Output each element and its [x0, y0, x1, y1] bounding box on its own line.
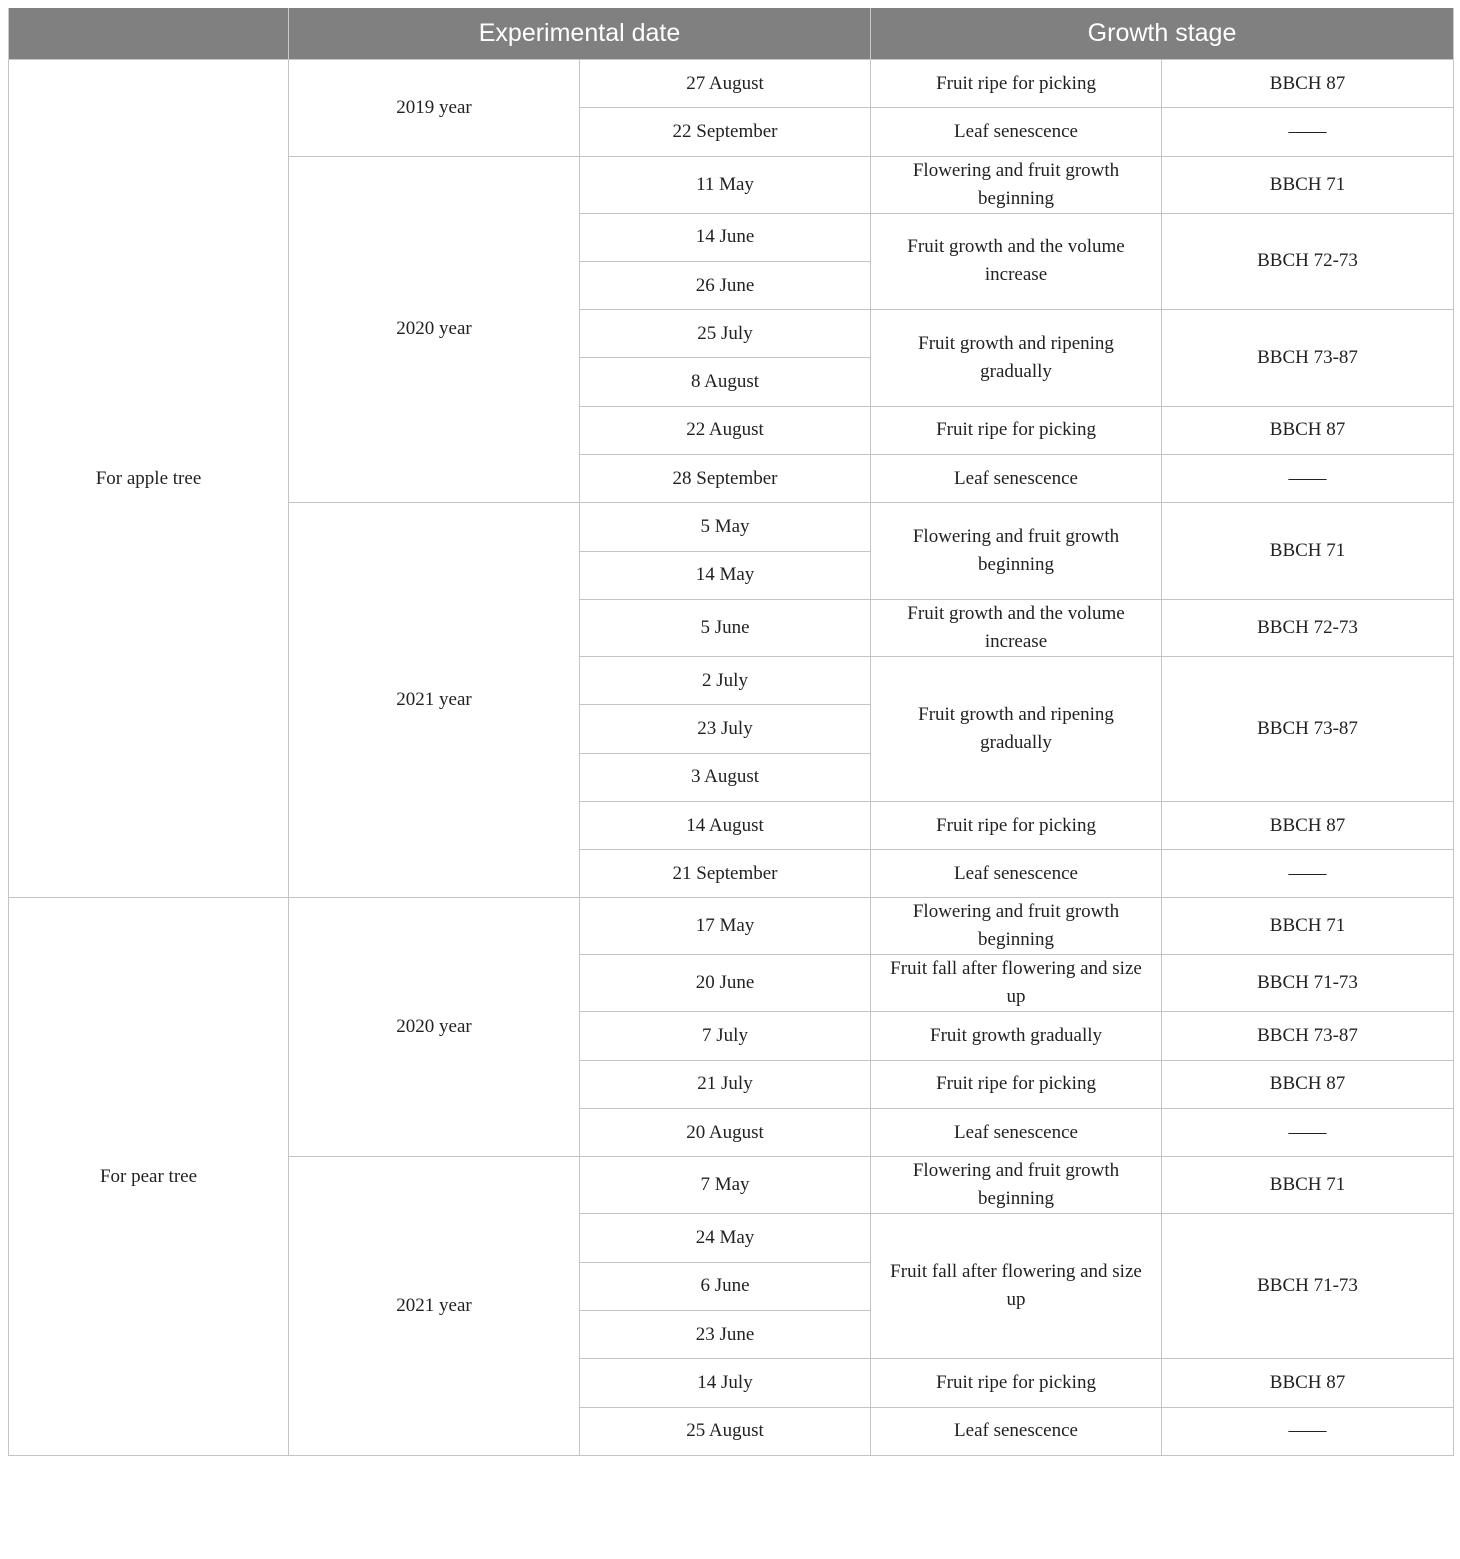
table-body — [9, 60, 1454, 1456]
date-cell: 25 August — [580, 1407, 871, 1455]
date-cell: 27 August — [580, 60, 871, 108]
growth-stage-cell: Fruit growth and ripening gradually — [871, 310, 1162, 407]
date-cell: 7 July — [580, 1012, 871, 1060]
year-cell: 2021 year — [289, 503, 580, 898]
bbch-code-cell: BBCH 71-73 — [1162, 955, 1454, 1012]
growth-stage-cell: Fruit ripe for picking — [871, 1359, 1162, 1407]
growth-stage-cell: Fruit ripe for picking — [871, 406, 1162, 454]
header-growth-stage: Growth stage — [871, 8, 1454, 60]
bbch-code-cell: BBCH 87 — [1162, 1359, 1454, 1407]
growth-stage-cell: Fruit ripe for picking — [871, 60, 1162, 108]
year-cell: 2020 year — [289, 898, 580, 1157]
date-cell: 24 May — [580, 1214, 871, 1262]
date-cell: 14 July — [580, 1359, 871, 1407]
growth-stage-cell: Flowering and fruit growth beginning — [871, 503, 1162, 600]
bbch-code-cell: BBCH 72-73 — [1162, 213, 1454, 310]
bbch-code-cell: BBCH 71 — [1162, 156, 1454, 213]
date-cell: 14 May — [580, 551, 871, 599]
bbch-code-cell: —— — [1162, 455, 1454, 503]
year-cell: 2019 year — [289, 60, 580, 157]
year-cell: 2021 year — [289, 1157, 580, 1455]
growth-stage-cell: Fruit ripe for picking — [871, 801, 1162, 849]
table-row — [9, 60, 1454, 108]
bbch-code-cell: BBCH 73-87 — [1162, 656, 1454, 801]
date-cell: 21 September — [580, 850, 871, 898]
growth-stage-cell: Fruit fall after flowering and size up — [871, 1214, 1162, 1359]
growth-stage-cell: Fruit growth and the volume increase — [871, 213, 1162, 310]
header-row — [9, 8, 1454, 60]
bbch-code-cell: BBCH 73-87 — [1162, 310, 1454, 407]
date-cell: 8 August — [580, 358, 871, 406]
bbch-code-cell: BBCH 71 — [1162, 503, 1454, 600]
growth-stage-cell: Fruit growth and ripening gradually — [871, 656, 1162, 801]
date-cell: 2 July — [580, 656, 871, 704]
bbch-code-cell: —— — [1162, 1407, 1454, 1455]
table-row — [9, 898, 1454, 955]
growth-stage-cell: Flowering and fruit growth beginning — [871, 1157, 1162, 1214]
growth-stage-cell: Flowering and fruit growth beginning — [871, 898, 1162, 955]
header-experimental-date: Experimental date — [289, 8, 871, 60]
date-cell: 28 September — [580, 455, 871, 503]
bbch-code-cell: —— — [1162, 850, 1454, 898]
bbch-code-cell: BBCH 87 — [1162, 60, 1454, 108]
date-cell: 21 July — [580, 1060, 871, 1108]
growth-stage-cell: Flowering and fruit growth beginning — [871, 156, 1162, 213]
bbch-code-cell: BBCH 87 — [1162, 801, 1454, 849]
date-cell: 20 August — [580, 1109, 871, 1157]
growth-stage-table — [8, 8, 1454, 1456]
date-cell: 22 August — [580, 406, 871, 454]
growth-stage-cell: Leaf senescence — [871, 1407, 1162, 1455]
growth-stage-cell: Leaf senescence — [871, 108, 1162, 156]
growth-stage-cell: Fruit growth and the volume increase — [871, 599, 1162, 656]
bbch-code-cell: BBCH 71 — [1162, 898, 1454, 955]
bbch-code-cell: BBCH 87 — [1162, 1060, 1454, 1108]
date-cell: 17 May — [580, 898, 871, 955]
bbch-code-cell: —— — [1162, 1109, 1454, 1157]
date-cell: 23 July — [580, 705, 871, 753]
bbch-code-cell: BBCH 72-73 — [1162, 599, 1454, 656]
bbch-code-cell: —— — [1162, 108, 1454, 156]
bbch-code-cell: BBCH 87 — [1162, 406, 1454, 454]
tree-type-cell: For pear tree — [9, 898, 289, 1455]
header-blank — [9, 8, 289, 60]
tree-type-cell: For apple tree — [9, 60, 289, 898]
bbch-code-cell: BBCH 73-87 — [1162, 1012, 1454, 1060]
date-cell: 5 June — [580, 599, 871, 656]
date-cell: 14 August — [580, 801, 871, 849]
date-cell: 3 August — [580, 753, 871, 801]
date-cell: 14 June — [580, 213, 871, 261]
growth-stage-cell: Fruit growth gradually — [871, 1012, 1162, 1060]
date-cell: 26 June — [580, 261, 871, 309]
date-cell: 22 September — [580, 108, 871, 156]
bbch-code-cell: BBCH 71-73 — [1162, 1214, 1454, 1359]
date-cell: 20 June — [580, 955, 871, 1012]
growth-stage-cell: Leaf senescence — [871, 455, 1162, 503]
year-cell: 2020 year — [289, 156, 580, 503]
date-cell: 11 May — [580, 156, 871, 213]
date-cell: 6 June — [580, 1262, 871, 1310]
growth-stage-cell: Leaf senescence — [871, 850, 1162, 898]
date-cell: 5 May — [580, 503, 871, 551]
date-cell: 7 May — [580, 1157, 871, 1214]
growth-stage-cell: Fruit ripe for picking — [871, 1060, 1162, 1108]
growth-stage-cell: Leaf senescence — [871, 1109, 1162, 1157]
growth-stage-cell: Fruit fall after flowering and size up — [871, 955, 1162, 1012]
date-cell: 25 July — [580, 310, 871, 358]
date-cell: 23 June — [580, 1310, 871, 1358]
bbch-code-cell: BBCH 71 — [1162, 1157, 1454, 1214]
